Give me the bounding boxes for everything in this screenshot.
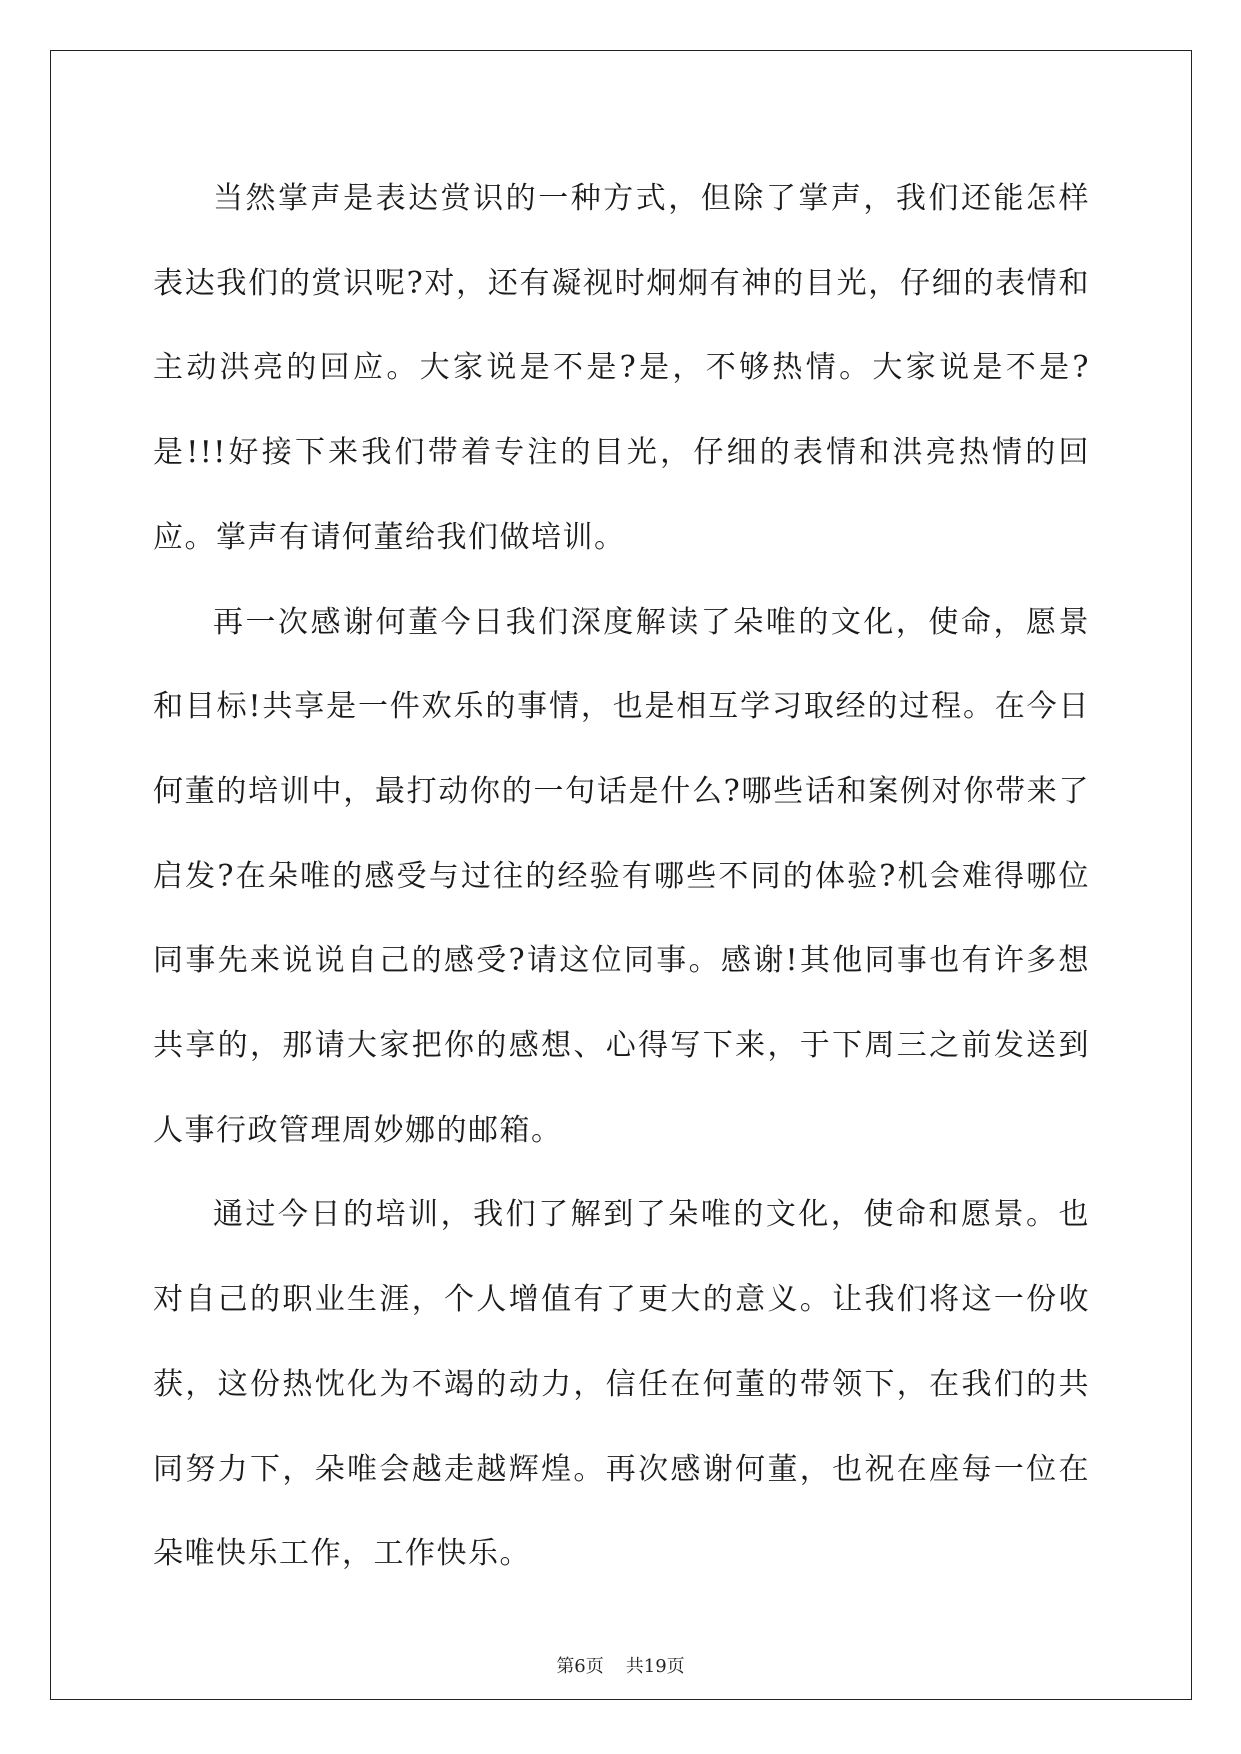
paragraph: 再一次感谢何董今日我们深度解读了朵唯的文化，使命，愿景和目标!共享是一件欢乐的事情，也是相互学习取经的过程。在今日何董的培训中，最打动你的一句话是什么?哪些话和案例对你带来了启发?在朵唯的感受与过往的经验有哪些不同的体验?机会难得哪位同事先来说说自己的感受?请这位同事。感谢!其他同事也有许多想共享的，那请大家把你的感想、心得写下来，于下周三之前发送到人事行政管理周妙娜的邮箱。 [153,604,1090,1148]
current-page-number: 第6页 [556,1656,604,1677]
page-footer [0,1652,1241,1678]
document-body [153,157,1090,1597]
paragraph: 通过今日的培训，我们了解到了朵唯的文化，使命和愿景。也对自己的职业生涯，个人增值有了更大的意义。让我们将这一份收获，这份热忱化为不竭的动力，信任在何董的带领下，在我们的共同努力下，朵唯会越走越辉煌。再次感谢何董，也祝在座每一位在朵唯快乐工作，工作快乐。 [153,1197,1090,1572]
total-pages: 共19页 [625,1656,685,1677]
paragraph: 当然掌声是表达赏识的一种方式，但除了掌声，我们还能怎样表达我们的赏识呢?对，还有凝视时炯炯有神的目光，仔细的表情和主动洪亮的回应。大家说是不是?是，不够热情。大家说是不是?是!!!好接下来我们带着专注的目光，仔细的表情和洪亮热情的回应。掌声有请何董给我们做培训。 [153,181,1090,555]
